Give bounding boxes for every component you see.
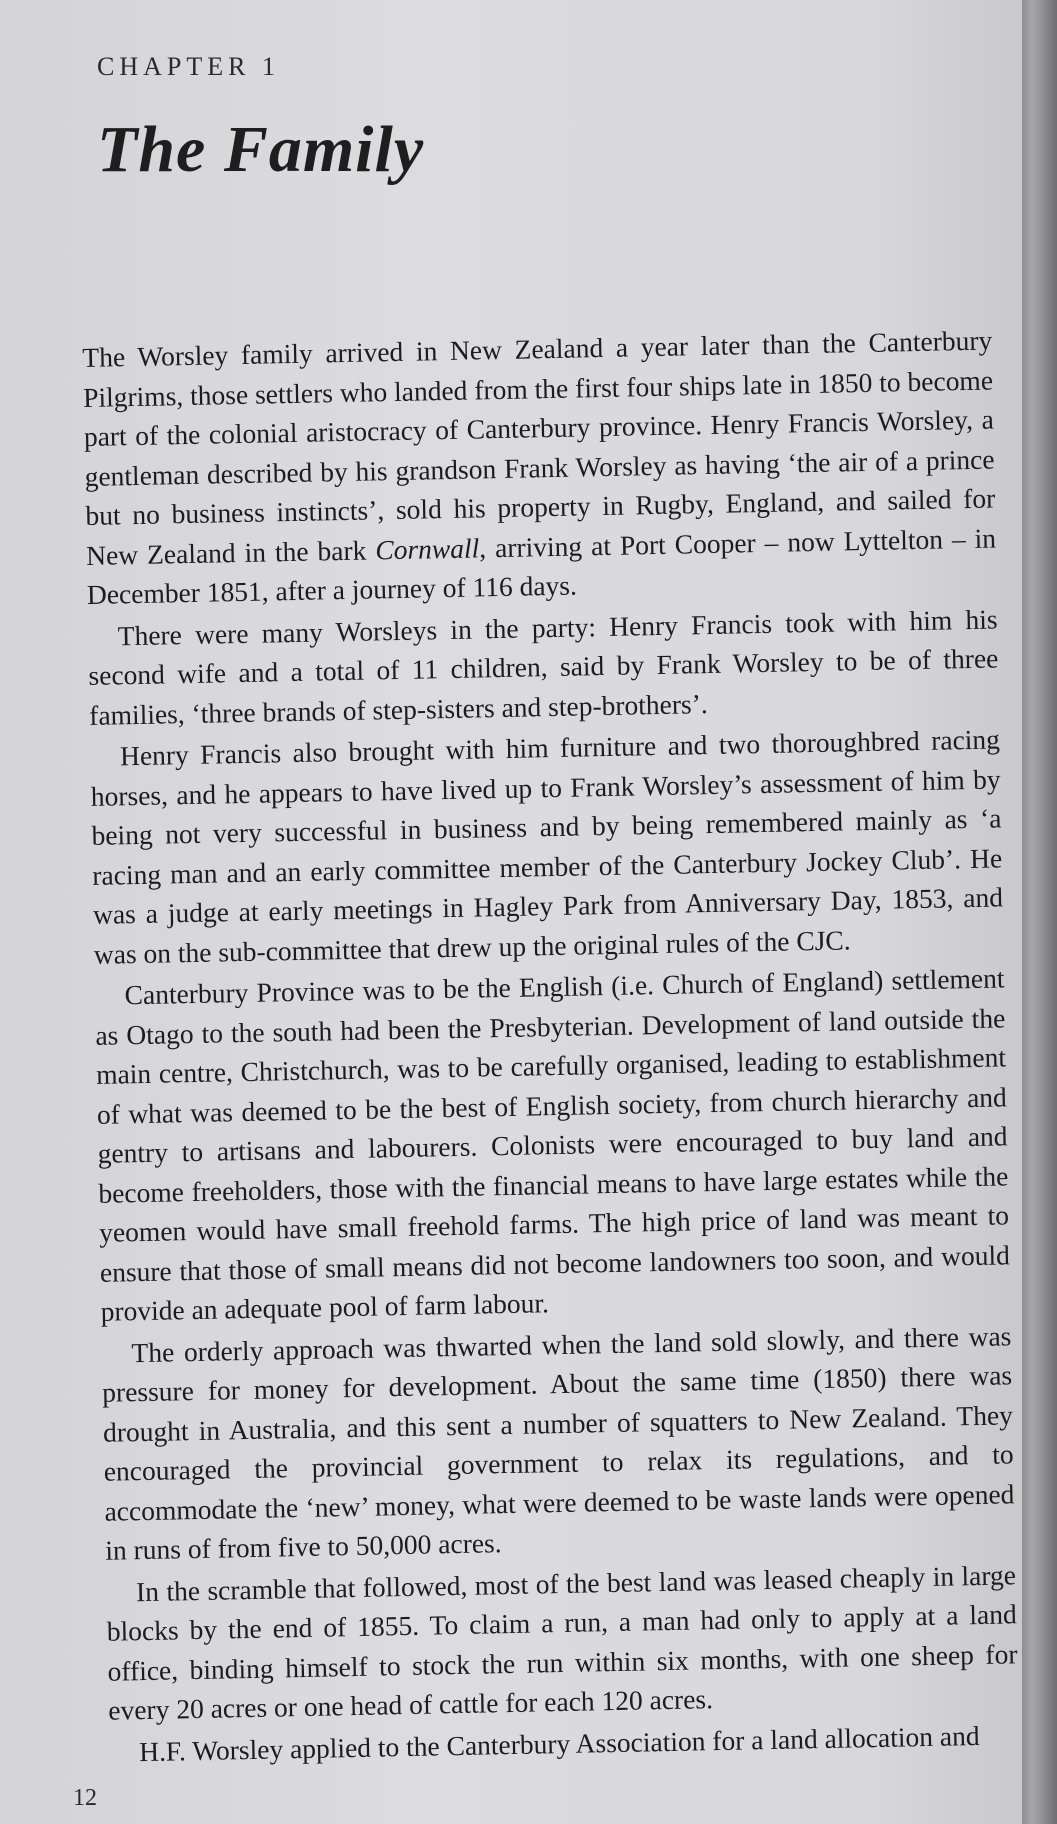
paragraph-4: Canterbury Province was to be the English (i.e. Church of England) settlement as Otago to the south had been the Presbyterian. Development of land outside the main centre, Christchurch, was to be carefully organised, leading to establishment of what was deemed to be the best of English society, from church hierarchy and gentry to artisans and labourers. Colonists were encouraged to buy land and become freeholders, those with the financial means to have large estates while the yeomen would have small freehold farms. The high price of land was meant to ensure that those of small means did not become landowners too soon, and would provide an adequate pool of farm labour. bbox=[95, 962, 1011, 1327]
paragraph-1-text-end: , arriving at Port Cooper – now Lyttelton – in December 1851, after a journey of 116 days. bbox=[86, 521, 997, 610]
paragraph-1 bbox=[82, 321, 997, 615]
chapter-title: The Family bbox=[97, 113, 425, 186]
paragraph-2: There were many Worsleys in the party: Henry Francis took with him his second wife and a total of 11 children, said by Frank Worsley to be of three families, ‘three brands of step-sisters and step-brothers’. bbox=[88, 602, 999, 731]
paragraph-5: The orderly approach was thwarted when the land sold slowly, and there was pressure for money for development. About the same time (1850) there was drought in Australia, and this sent a number of squatters to New Zealand. They encouraged the provincial government to relax its regulations, and to accommodate the ‘new’ money, what were deemed to be waste lands were opened in runs of from five to 50,000 acres. bbox=[101, 1319, 1015, 1566]
page-edge bbox=[1022, 0, 1057, 1824]
body-text bbox=[82, 321, 1019, 1774]
page-number: 12 bbox=[73, 1785, 97, 1811]
ship-name: Cornwall bbox=[375, 531, 480, 565]
paragraph-6: In the scramble that followed, most of the best land was leased cheaply in large blocks by the end of 1855. To claim a run, a man had only to apply at a land office, binding himself to stock the run within six months, with one sheep for every 20 acres or one head of cattle for each 120 acres. bbox=[106, 1558, 1018, 1726]
paragraph-1-text: The Worsley family arrived in New Zealand a year later than the Canterbury Pilgrims, those settlers who landed from the first four ships late in 1850 to become part of the colonial aristocracy of Canterbury province. Henry Francis Worsley, a gentleman described by his grandson Frank Worsley as having ‘the air of a prince but no business instincts’, sold his property in Rugby, England, and sailed for New Zealand in the bark bbox=[82, 324, 996, 571]
paragraph-3: Henry Francis also brought with him furniture and two thoroughbred racing horses, and he appears to have lived up to Frank Worsley’s assessment of him by being not very successful in business and by being remembered mainly as ‘a racing man and an early committee member of the Canterbury Jockey Club’. He was a judge at early meetings in Hagley Park from Anniversary Day, 1853, and was on the sub-committee that drew up the original rules of the CJC. bbox=[90, 723, 1004, 970]
chapter-label: CHAPTER 1 bbox=[97, 52, 280, 81]
paragraph-7: H.F. Worsley applied to the Canterbury Association for a land allocation and bbox=[138, 1719, 980, 1767]
